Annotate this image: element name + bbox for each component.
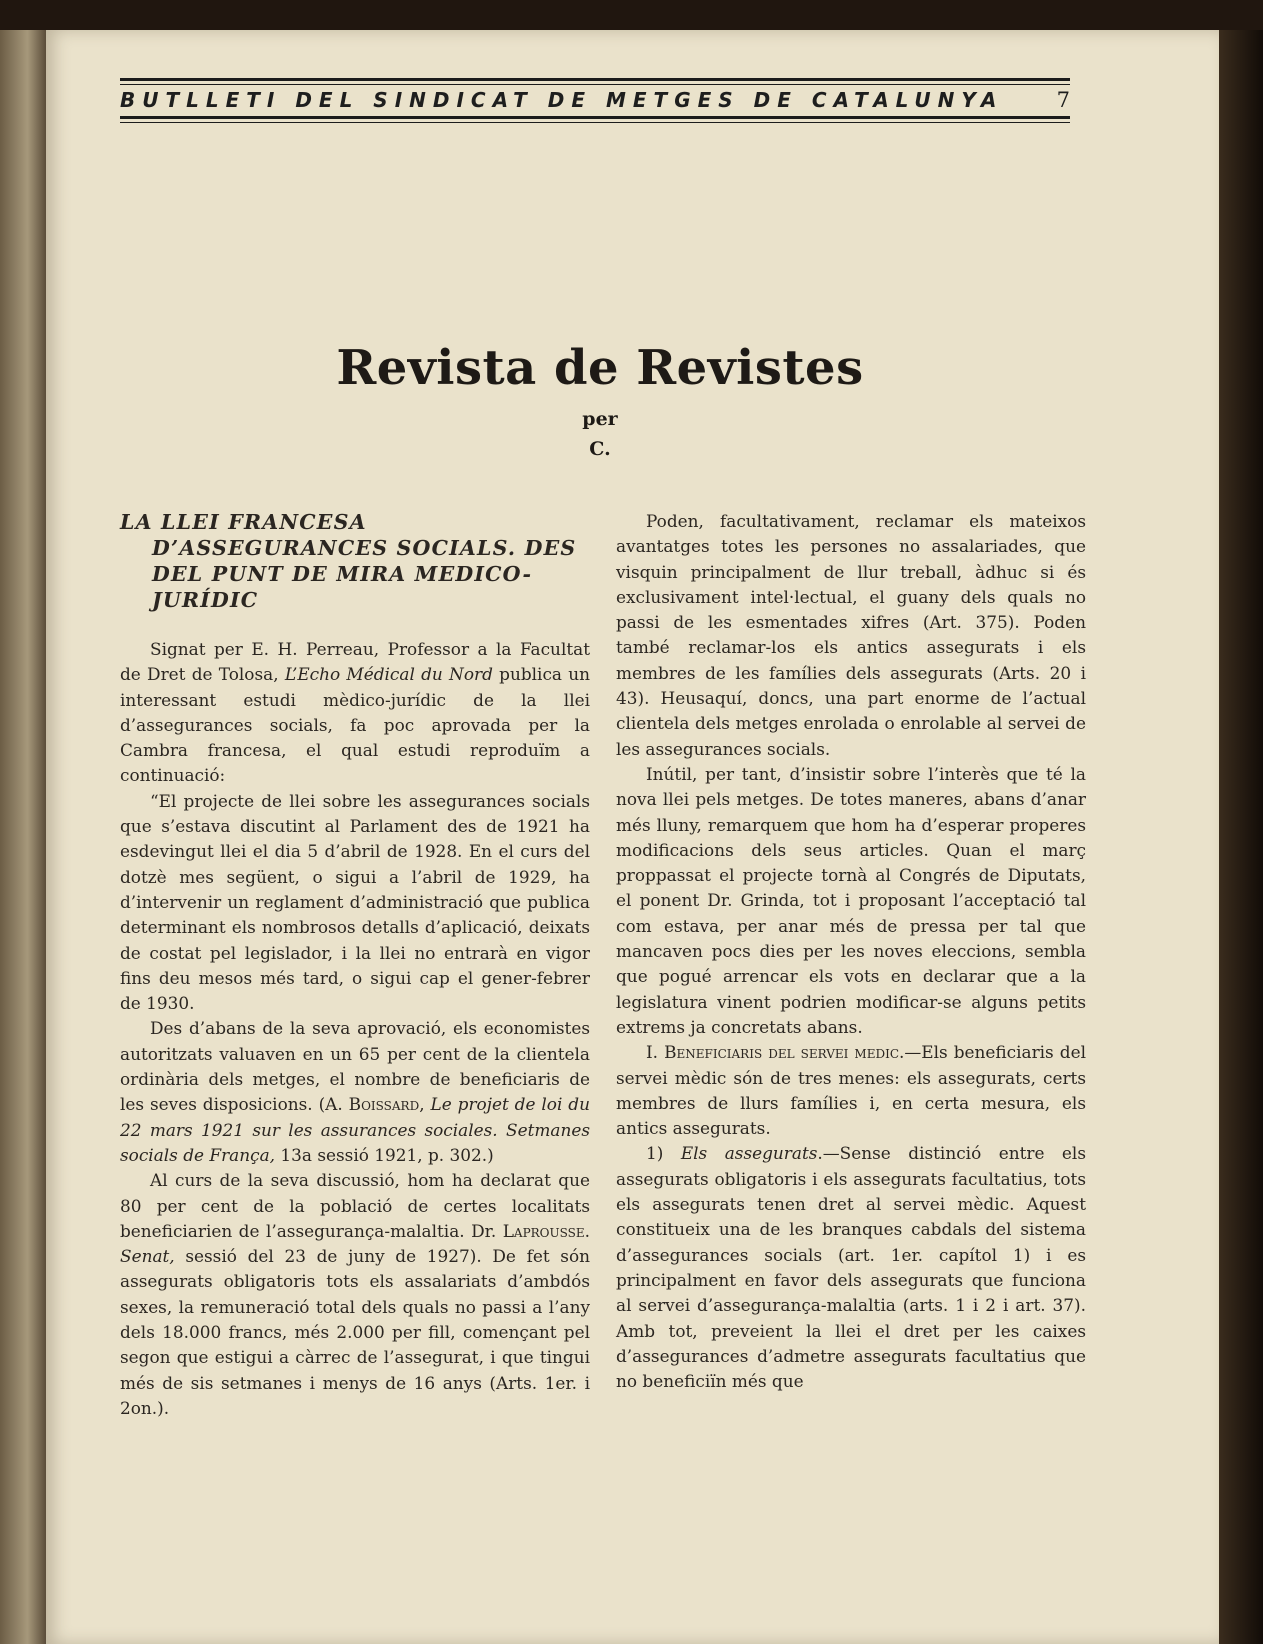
header-rule-bottom-thin	[120, 122, 1070, 123]
paragraph: Inútil, per tant, d’insistir sobre l’interès que té la nova llei pels metges. De totes maneres, abans d’anar més lluny, remarquem que hom ha d’esperar properes modificacions dels seus articles. Quan el març proppassat el projecte tornà al Congrés de Diputats, el ponent Dr. Grinda, tot i proposant l’acceptació tal com estava, per anar més de pressa per tal que mancaven pocs dies per les noves eleccions, sembla que pogué arrencar els vots en declarar que a la legislatura vinent podrien modificar-se alguns petits extrems ja concretats abans.	[616, 763, 1086, 1037]
header-rule-top-thin	[120, 84, 1070, 85]
paragraph: Al curs de la seva discussió, hom ha declarat que 80 per cent de la població de certes localitats beneficiarien de l’assegurança-malaltia. Dr. Laprousse. Senat, sessió del 23 de juny de 1927). De fet són assegurats obligatoris tots els assalariats d’ambdós sexes, la remuneració total dels quals no passi a l’any dels 18.000 francs, més 2.000 per fill, començant pel segon que estigui a càrrec de l’assegurat, i que tingui més de sis setmanes i menys de 16 anys (Arts. 1er. i 2on.).	[120, 1170, 590, 1418]
author-name: Boissard	[348, 1094, 420, 1115]
binding-shadow	[1219, 30, 1263, 1644]
work-title: Senat,	[120, 1246, 175, 1267]
byline-per: per	[582, 408, 618, 430]
author-name: Laprousse	[502, 1220, 585, 1241]
paragraph: “El projecte de llei sobre les assegurances socials que s’estava discutint al Parlament des de 1921 ha esdevingut llei el dia 5 d’abril de 1928. En el curs del dotzè mes següent, o sigui a l’abril de 1929, ha d’intervenir un reglament d’administració que publica determinant els nombrosos detalls d’aplicació, deixats de costat pel legislador, i la llei no entrarà en vigor fins deu mesos més tard, o sigui cap el gener-febrer de 1930.	[120, 790, 590, 1014]
paragraph: 1) Els assegurats.—Sense distinció entre els assegurats obligatoris i els assegurats facultatius, tots els assegurats tenen dret al servei mèdic. Aquest constitueix una de les branques cabdals del sistema d’assegurances socials (art. 1er. capítol 1) i es principalment en favor dels assegurats que funciona al servei d’assegurança-malaltia (arts. 1 i 2 i art. 37). Amb tot, preveient la llei el dret per les caixes d’assegurances d’admetre assegurats facultatius que no beneficiïn més que	[616, 1143, 1086, 1392]
header-rule-bottom	[120, 116, 1070, 119]
byline-author: C.	[589, 438, 611, 460]
running-head: BUTLLETI DEL SINDICAT DE METGES DE CATALUNYA	[120, 88, 1004, 112]
work-title: Le projet de loi du 22 mars 1921 sur les assurances sociales. Setmanes socials de França,	[120, 1094, 590, 1165]
paragraph: I. Beneficiaris del servei medic.—Els beneficiaris del servei mèdic són de tres menes: els assegurats, certs membres de llurs famílies i, en certa mesura, els antics assegurats.	[616, 1042, 1086, 1139]
journal-name: L’Echo Médical du Nord	[284, 664, 493, 685]
header-rule-top	[120, 78, 1070, 81]
right-column	[616, 509, 1086, 1394]
left-column	[120, 509, 590, 1421]
facing-page-edge	[0, 30, 50, 1644]
header-row	[120, 88, 1070, 114]
page-title: Revista de Revistes	[336, 340, 864, 396]
article-heading: LA LLEI FRANCESA D’ASSEGURANCES SOCIALS. DES DEL PUNT DE MIRA MEDICO-JURÍDIC	[120, 510, 577, 612]
paragraph: Signat per E. H. Perreau, Professor a la Facultat de Dret de Tolosa, L’Echo Médical du Nord publica un interessant estudi mèdico-jurídic de la llei d’assegurances socials, fa poc aprovada per la Cambra francesa, el qual estudi reproduïm a continuació:	[120, 639, 590, 786]
page-number: 7	[1056, 88, 1070, 112]
page-header	[120, 78, 1070, 123]
paragraph: Poden, facultativament, reclamar els mateixos avantatges totes les persones no assalariades, que visquin principalment de llur treball, àdhuc si és exclusivament intel·lectual, el guany dels quals no passi de les esmentades xifres (Art. 375). Poden també reclamar-los els antics assegurats i els membres de les famílies dels assegurats (Arts. 20 i 43). Heusaquí, doncs, una part enorme de l’actual clientela dels metges enrolada o enrolable al servei de les assegurances socials.	[616, 511, 1086, 759]
subsection-heading: Els assegurats	[680, 1143, 818, 1164]
subsection-heading: Beneficiaris del servei medic	[664, 1042, 899, 1063]
paragraph: Des d’abans de la seva aprovació, els economistes autoritzats valuaven en un 65 per cent de la clientela ordinària dels metges, el nombre de beneficiaris de les seves disposicions. (A. Boissard, Le projet de loi du 22 mars 1921 sur les assurances sociales. Setmanes socials de França, 13a sessió 1921, p. 302.)	[120, 1018, 590, 1165]
